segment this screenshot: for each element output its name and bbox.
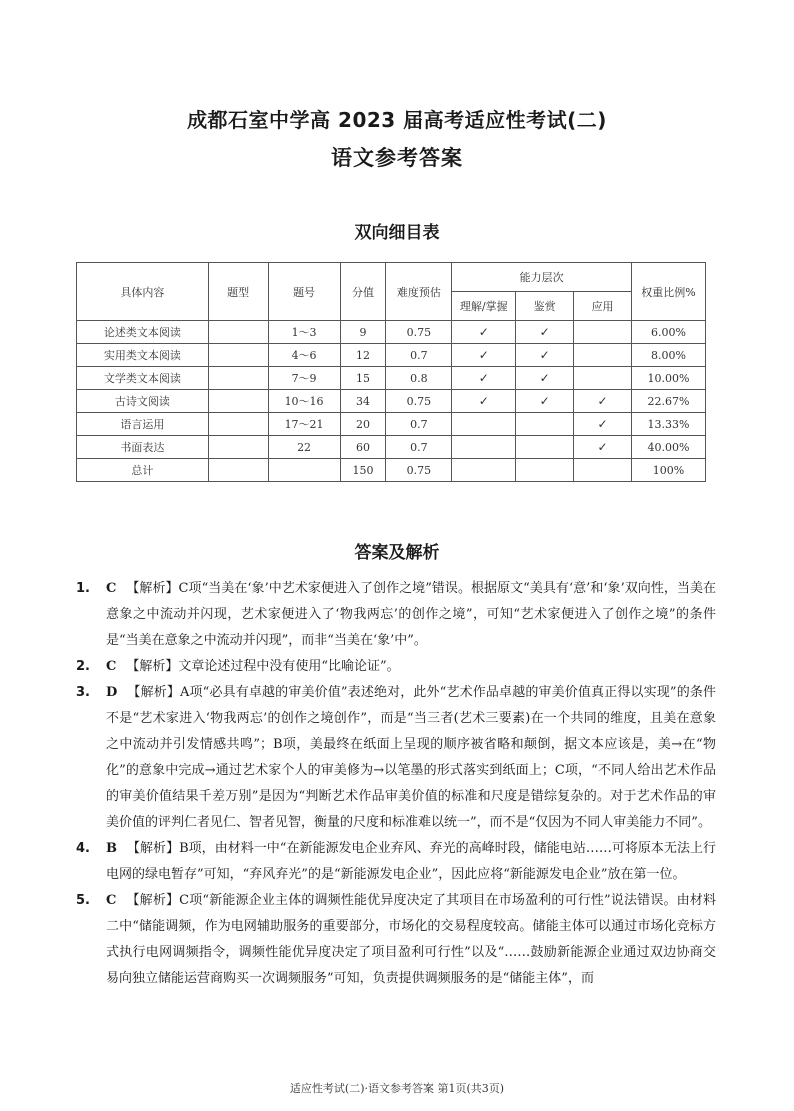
cell-weight: 40.00% <box>632 436 706 459</box>
check-icon: ✓ <box>516 344 574 367</box>
check-icon <box>574 344 632 367</box>
cell-weight: 8.00% <box>632 344 706 367</box>
answer-item <box>76 836 716 888</box>
answer-explanation: 【解析】C项“新能源企业主体的调频性能优异度决定了其项目在市场盈利的可行性”说法错误。由材料二中“储能调频，作为电网辅助服务的重要部分，市场化的交易程度较高。储能主体可以通过市场化竞标方式执行电网调频指令，调频性能优异度决定了项目盈利可行性”以及“……鼓励新能源企业通过双边协商交易向独立储能运营商购买一次调频服务”可知，负责提供调频服务的是“储能主体”，而 <box>106 893 716 986</box>
answer-explanation: 【解析】C项“当美在‘象’中艺术家便进入了创作之境”错误。根据原文“美具有‘意’和‘象’双向性，当美在意象之中流动并闪现，艺术家便进入了‘物我两忘’的创作之境”，可知“艺术家便进入了创作之境”的条件是“当美在意象之中流动并闪现”，而非“当美在‘象’中”。 <box>106 581 716 648</box>
cell-type <box>208 321 268 344</box>
answer-choice: C <box>106 581 117 596</box>
cell-score: 9 <box>340 321 386 344</box>
table-row <box>77 321 706 344</box>
cell-weight: 22.67% <box>632 390 706 413</box>
cell-difficulty: 0.7 <box>386 436 452 459</box>
check-icon <box>574 321 632 344</box>
cell-score: 20 <box>340 413 386 436</box>
cell-number: 17～21 <box>268 413 340 436</box>
cell-weight: 10.00% <box>632 367 706 390</box>
cell-number: 22 <box>268 436 340 459</box>
cell-difficulty: 0.75 <box>386 390 452 413</box>
check-icon <box>574 367 632 390</box>
header-ability-apply: 应用 <box>574 292 632 321</box>
cell-weight: 13.33% <box>632 413 706 436</box>
cell-difficulty: 0.7 <box>386 344 452 367</box>
cell-score: 15 <box>340 367 386 390</box>
check-icon: ✓ <box>516 367 574 390</box>
document-title: 成都石室中学高 2023 届高考适应性考试(二) <box>187 108 607 132</box>
cell-content: 书面表达 <box>77 436 209 459</box>
answer-explanation: 【解析】A项“必具有卓越的审美价值”表述绝对，此外“艺术作品卓越的审美价值真正得以实现”的条件不是“艺术家进入‘物我两忘’的创作之境创作”，而是“当三者(艺术三要素)在一个共同的维度，且美在意象之中流动并引发情感共鸣”；B项，美最终在纸面上呈现的顺序被省略和颠倒，据文本应该是，美→在“物化”的意象中完成→通过艺术家个人的审美修为→以笔墨的形式落实到纸面上；C项，“不同人给出艺术作品的审美价值结果千差万别”是因为“判断艺术作品审美价值的标准和尺度是错综复杂的。对于艺术作品的审美价值的评判仁者见仁、智者见智，衡量的尺度和标准难以统一”，而不是“仅因为不同人审美能力不同”。 <box>106 685 716 830</box>
table-row <box>77 436 706 459</box>
check-icon: ✓ <box>452 390 516 413</box>
check-icon: ✓ <box>452 321 516 344</box>
header-number: 题号 <box>268 263 340 321</box>
answers-section-title: 答案及解析 <box>354 543 440 563</box>
answer-item <box>76 680 716 836</box>
check-icon: ✓ <box>574 436 632 459</box>
total-weight: 100% <box>632 459 706 482</box>
cell-type <box>208 367 268 390</box>
total-difficulty: 0.75 <box>386 459 452 482</box>
specification-table <box>76 262 706 482</box>
answer-number: 3. <box>76 685 90 700</box>
page-footer: 适应性考试(二)·语文参考答案 第1页(共3页) <box>289 1082 505 1095</box>
answer-choice: B <box>106 841 117 856</box>
header-difficulty: 难度预估 <box>386 263 452 321</box>
answers-list <box>76 576 716 992</box>
check-icon <box>452 413 516 436</box>
check-icon: ✓ <box>516 321 574 344</box>
check-icon <box>516 413 574 436</box>
table-row <box>77 390 706 413</box>
cell-difficulty: 0.75 <box>386 321 452 344</box>
cell-type <box>208 436 268 459</box>
cell-difficulty: 0.7 <box>386 413 452 436</box>
cell-content: 论述类文本阅读 <box>77 321 209 344</box>
cell-type <box>208 390 268 413</box>
answer-item <box>76 576 716 654</box>
answer-choice: C <box>106 893 117 908</box>
check-icon: ✓ <box>452 367 516 390</box>
cell-score: 12 <box>340 344 386 367</box>
table-row <box>77 367 706 390</box>
header-ability-understand: 理解/掌握 <box>452 292 516 321</box>
answer-number: 1. <box>76 581 90 596</box>
header-ability: 能力层次 <box>452 263 632 292</box>
check-icon <box>516 436 574 459</box>
header-score: 分值 <box>340 263 386 321</box>
cell-type <box>208 344 268 367</box>
table-row <box>77 413 706 436</box>
check-icon: ✓ <box>574 390 632 413</box>
cell-number: 1～3 <box>268 321 340 344</box>
cell-content: 语言运用 <box>77 413 209 436</box>
cell-weight: 6.00% <box>632 321 706 344</box>
answer-number: 5. <box>76 893 90 908</box>
answer-item <box>76 888 716 992</box>
answer-explanation: 【解析】文章论述过程中没有使用“比喻论证”。 <box>126 659 400 674</box>
header-type: 题型 <box>208 263 268 321</box>
total-label: 总计 <box>77 459 209 482</box>
cell-number: 10～16 <box>268 390 340 413</box>
cell-difficulty: 0.8 <box>386 367 452 390</box>
answer-number: 2. <box>76 659 90 674</box>
cell-score: 34 <box>340 390 386 413</box>
check-icon: ✓ <box>574 413 632 436</box>
answer-item <box>76 654 716 680</box>
header-content: 具体内容 <box>77 263 209 321</box>
table-row <box>77 344 706 367</box>
table-total-row <box>77 459 706 482</box>
cell-content: 古诗文阅读 <box>77 390 209 413</box>
answer-choice: C <box>106 659 117 674</box>
cell-content: 文学类文本阅读 <box>77 367 209 390</box>
header-ability-appreciate: 鉴赏 <box>516 292 574 321</box>
cell-content: 实用类文本阅读 <box>77 344 209 367</box>
cell-number: 7～9 <box>268 367 340 390</box>
check-icon: ✓ <box>516 390 574 413</box>
answer-choice: D <box>106 685 118 700</box>
total-score: 150 <box>340 459 386 482</box>
check-icon <box>452 436 516 459</box>
table-section-title: 双向细目表 <box>354 223 440 243</box>
cell-score: 60 <box>340 436 386 459</box>
cell-type <box>208 413 268 436</box>
cell-number: 4～6 <box>268 344 340 367</box>
header-weight: 权重比例% <box>632 263 706 321</box>
answer-number: 4. <box>76 841 90 856</box>
check-icon: ✓ <box>452 344 516 367</box>
answer-explanation: 【解析】B项，由材料一中“在新能源发电企业弃风、弃光的高峰时段，储能电站……可将原本无法上行电网的绿电暂存”可知，“弃风弃光”的是“新能源发电企业”，因此应将“新能源发电企业”放在第一位。 <box>106 841 716 882</box>
document-subtitle: 语文参考答案 <box>331 146 463 170</box>
